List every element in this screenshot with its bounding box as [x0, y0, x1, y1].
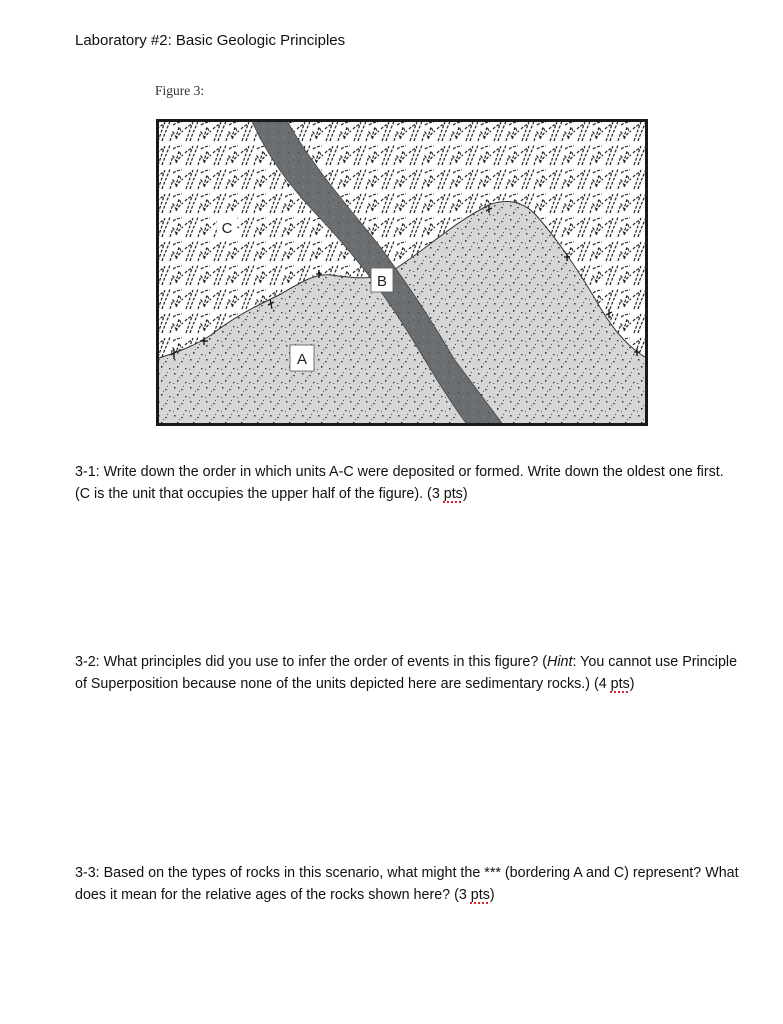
question-3-3: [75, 862, 740, 906]
figure-caption: Figure 3:: [155, 83, 205, 98]
question-3-1-pts: pts: [443, 486, 463, 502]
question-3-1-text: 3-1: Write down the order in which units A-C were deposited or formed. Write down the oldest one first. (C is the unit that occupies the upper half of the figure). (3: [75, 464, 724, 502]
question-3-1-close: ): [462, 486, 468, 502]
question-3-2-hint-label: Hint: [547, 654, 573, 670]
question-3-3-close: ): [489, 887, 495, 903]
geologic-cross-section-figure: [156, 119, 648, 426]
document-title: Laboratory #2: Basic Geologic Principles: [75, 32, 346, 49]
question-3-3-pts: pts: [470, 887, 490, 903]
question-3-2-close: ): [629, 676, 635, 692]
label-c: C: [221, 220, 233, 237]
label-c-box: [217, 217, 237, 237]
label-a-box: [290, 345, 314, 371]
question-3-2-text-after: : You cannot use Principle of Superposition because none of the units depicted here are sedimentary rocks.) (4: [75, 654, 738, 692]
label-a: A: [296, 351, 308, 368]
question-3-2-text-before: 3-2: What principles did you use to infer the order of events in this figure? (: [75, 654, 548, 670]
question-3-1: [75, 461, 740, 505]
label-b: B: [376, 273, 388, 290]
label-b-box: [371, 268, 393, 292]
question-3-3-text: 3-3: Based on the types of rocks in this scenario, what might the *** (bordering A and C) represent? What does it mean for the relative ages of the rocks shown here? (3: [75, 865, 739, 903]
question-3-2: [75, 651, 740, 695]
question-3-2-pts: pts: [610, 676, 630, 692]
